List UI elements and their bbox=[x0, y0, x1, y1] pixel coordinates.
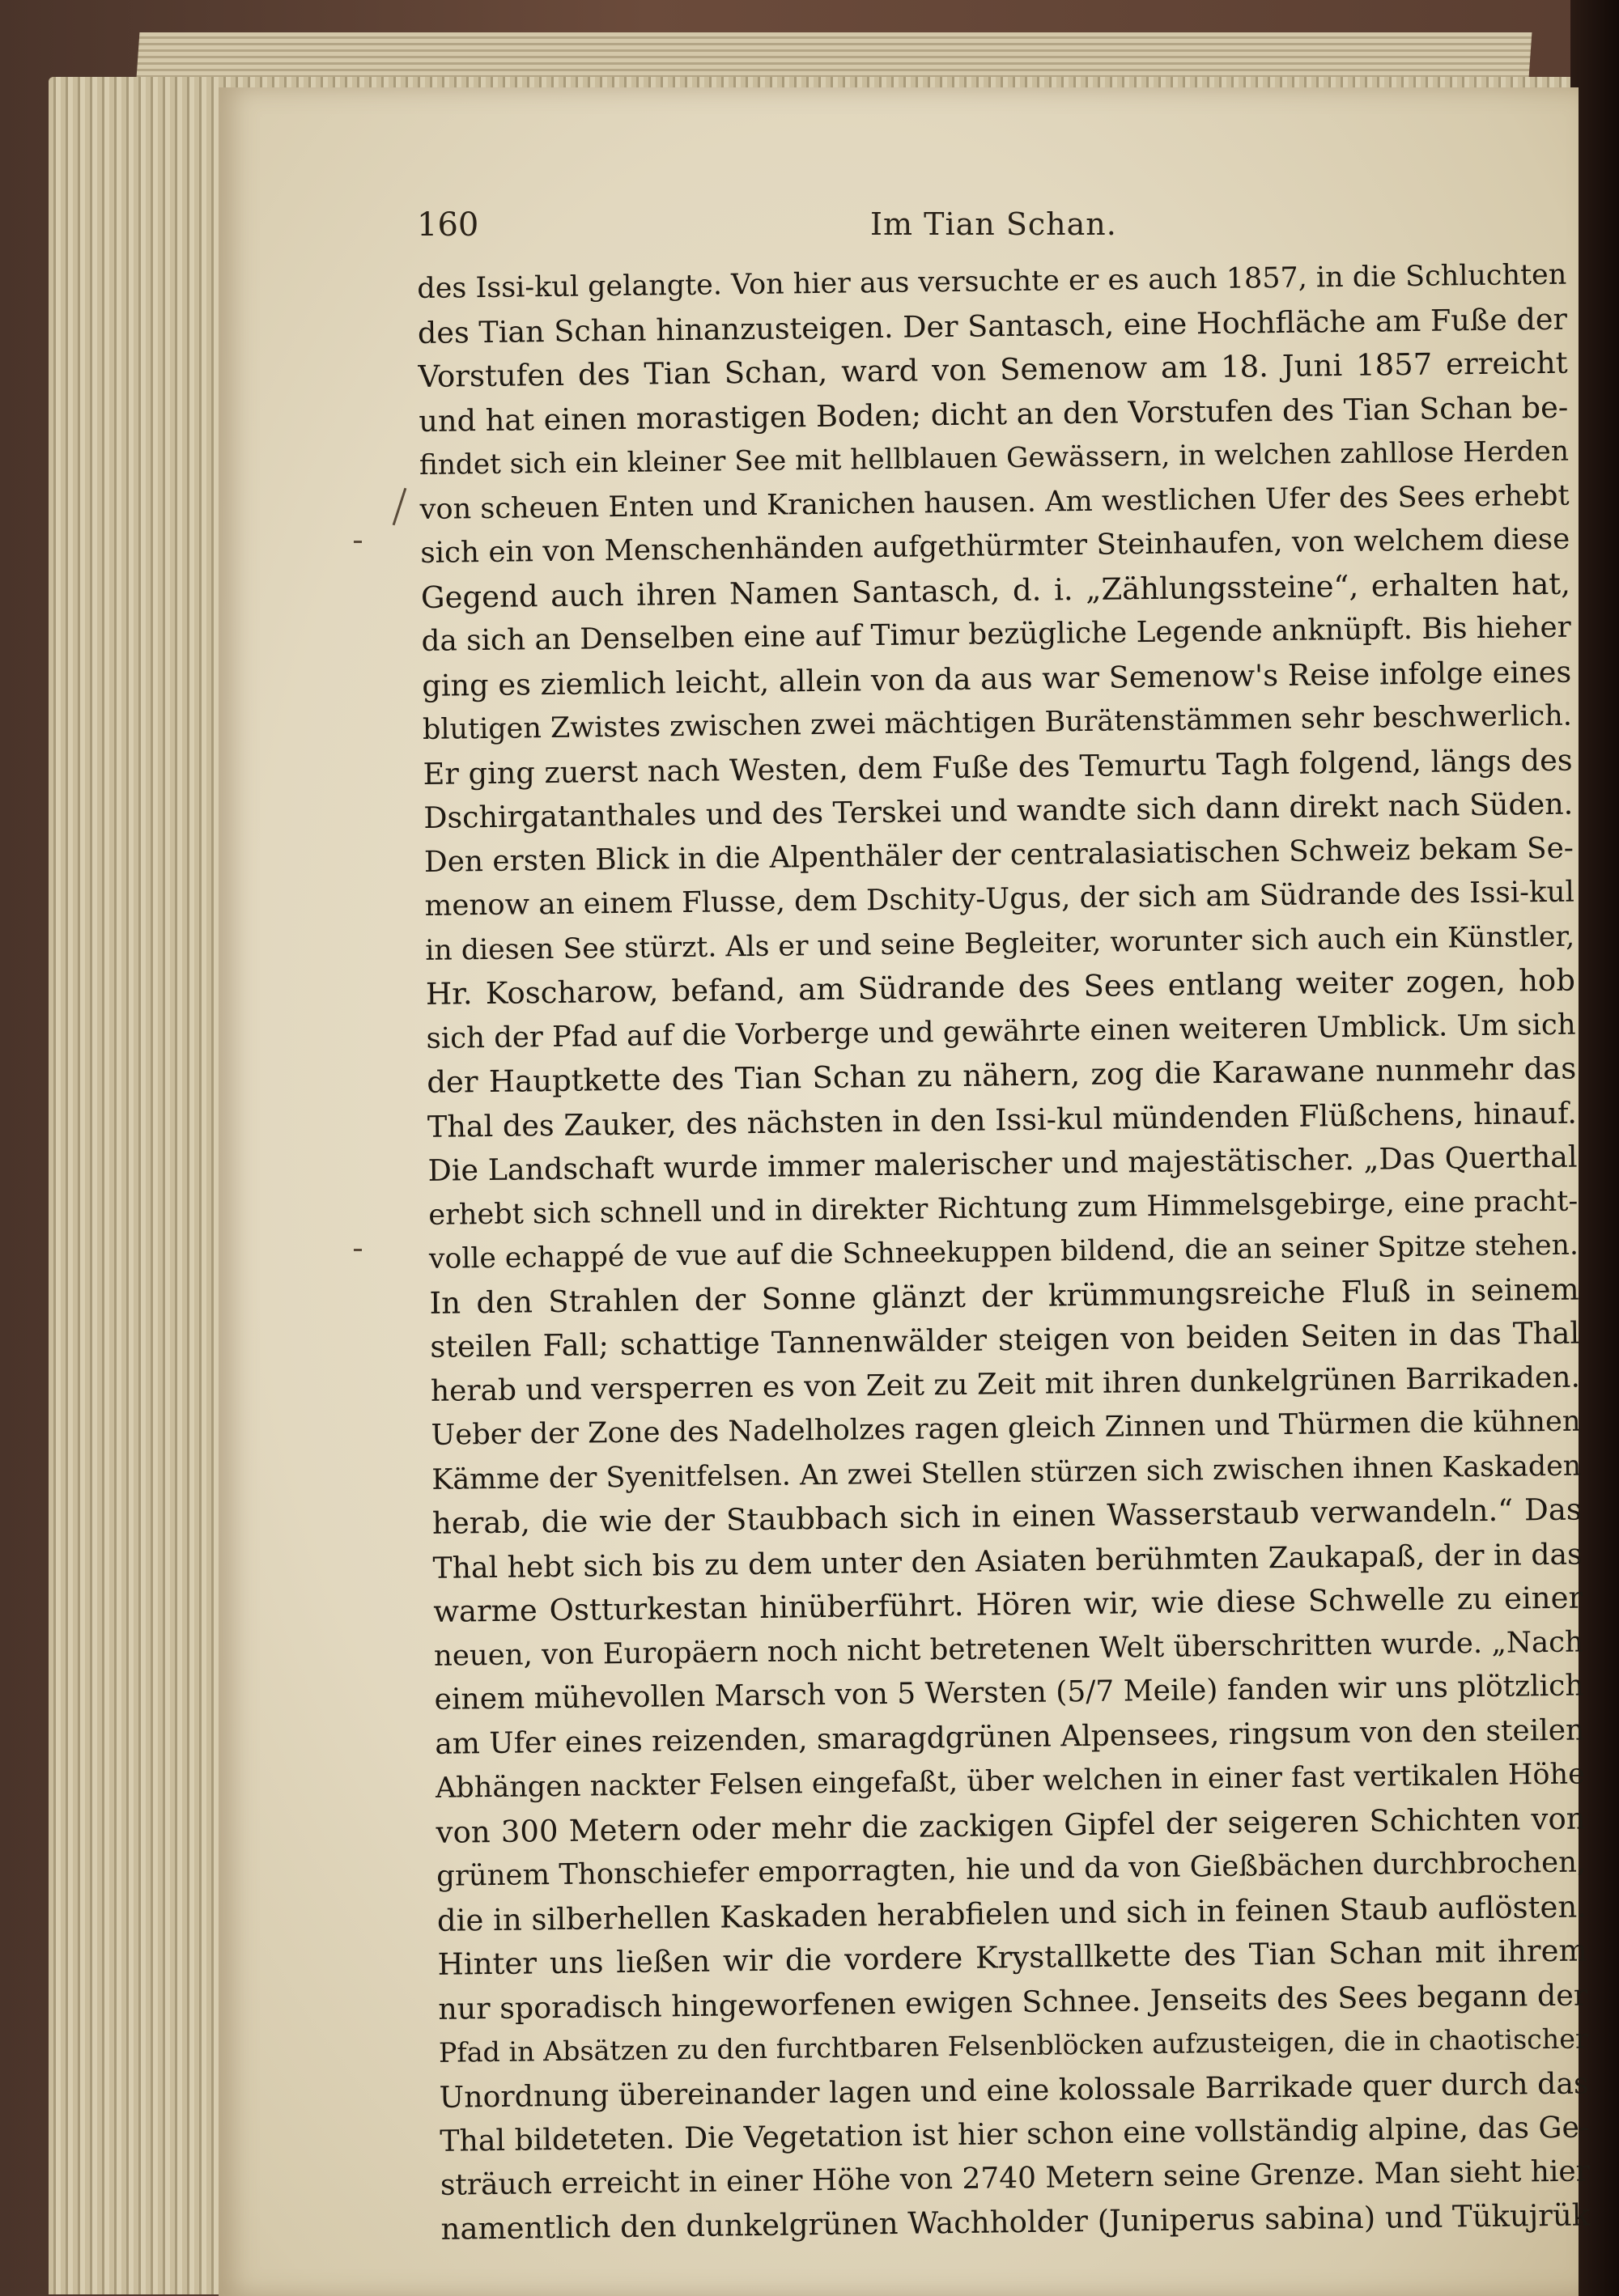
text-line: des Tian Schan hinanzusteigen. Der Santasch, eine Hochfläche am Fuße der bbox=[417, 301, 1568, 350]
text-line: am Ufer eines reizenden, smaragdgrünen Alpensees, ringsum von den steilen bbox=[435, 1713, 1585, 1761]
text-line: herab und versperren es von Zeit zu Zeit mit ihren dunkelgrünen Barrikaden. bbox=[430, 1360, 1581, 1408]
text-line: Vorstufen des Tian Schan, ward von Semenow am 18. Juni 1857 erreicht bbox=[418, 345, 1568, 394]
text-line: Thal bildeteten. Die Vegetation ist hier schon eine vollständig alpine, das Ge- bbox=[440, 2109, 1590, 2158]
text-line: Die Landschaft wurde immer malerischer und majestätischer. „Das Querthal bbox=[427, 1139, 1578, 1188]
margin-dash-mark bbox=[354, 541, 362, 543]
text-line: Abhängen nackter Felsen eingefaßt, über welchen in einer fast vertikalen Höhe bbox=[435, 1757, 1586, 1805]
text-line: Thal hebt sich bis zu dem unter den Asiaten berühmten Zaukapaß, der in das bbox=[432, 1536, 1583, 1585]
text-line: Pfad in Absätzen zu den furchtbaren Felsenblöcken aufzusteigen, die in chaotischer bbox=[438, 2022, 1589, 2069]
text-line: ging es ziemlich leicht, allein von da aus war Semenow's Reise infolge eines bbox=[422, 654, 1572, 703]
text-line: sträuch erreicht in einer Höhe von 2740 Metern seine Grenze. Man sieht hier bbox=[440, 2154, 1591, 2202]
text-line: menow an einem Flusse, dem Dschity-Ugus, der sich am Südrande des Issi-kul bbox=[424, 875, 1575, 923]
page-number: 160 bbox=[417, 206, 479, 244]
running-title: Im Tian Schan. bbox=[870, 206, 1117, 242]
text-line: steilen Fall; schattige Tannenwälder steigen von beiden Seiten in das Thal bbox=[430, 1315, 1580, 1364]
text-line: sich ein von Menschenhänden aufgethürmter Steinhaufen, von welchem diese bbox=[420, 522, 1570, 570]
text-line: warme Ostturkestan hinüberführt. Hören wir, wie diese Schwelle zu einer bbox=[433, 1580, 1583, 1629]
text-line: In den Strahlen der Sonne glänzt der krümmungsreiche Fluß in seinem bbox=[429, 1271, 1579, 1321]
text-line: Thal des Zauker, des nächsten in den Issi-kul mündenden Flüßchens, hinauf. bbox=[427, 1095, 1578, 1144]
text-line: Dschirgatanthales und des Terskei und wandte sich dann direkt nach Süden. bbox=[423, 786, 1574, 835]
text-line: Unordnung übereinander lagen und eine kolossale Barrikade quer durch das bbox=[439, 2065, 1589, 2115]
text-line: erhebt sich schnell und in direkter Richtung zum Himmelsgebirge, eine pracht- bbox=[428, 1184, 1579, 1232]
running-head bbox=[417, 206, 1469, 263]
body-text bbox=[417, 253, 1591, 2252]
text-line: blutigen Zwistes zwischen zwei mächtigen Burätenstämmen sehr beschwerlich. bbox=[422, 699, 1573, 746]
text-line: der Hauptkette des Tian Schan zu nähern, zog die Karawane nunmehr das bbox=[427, 1050, 1577, 1100]
text-line: namentlich den dunkelgrünen Wachholder (Juniperus sabina) und Tükujrük bbox=[440, 2197, 1591, 2247]
text-line: Hr. Koscharow, befand, am Südrande des Sees entlang weiter zogen, hob bbox=[425, 962, 1576, 1012]
text-line: von 300 Metern oder mehr die zackigen Gipfel der seigeren Schichten von bbox=[436, 1801, 1586, 1850]
text-line: volle echappé de vue auf die Schneekuppen bildend, die an seiner Spitze stehen. bbox=[428, 1229, 1579, 1275]
text-line: einem mühevollen Marsch von 5 Wersten (5/7 Meile) fanden wir uns plötzlich bbox=[434, 1669, 1584, 1717]
text-line: Hinter uns ließen wir die vordere Krystallkette des Tian Schan mit ihrem bbox=[437, 1933, 1587, 1982]
text-line: Kämme der Syenitfelsen. An zwei Stellen stürzen sich zwischen ihnen Kaskaden bbox=[431, 1449, 1582, 1496]
text-line: sich der Pfad auf die Vorberge und gewährte einen weiteren Umblick. Um sich bbox=[426, 1008, 1576, 1055]
text-line: von scheuen Enten und Kranichen hausen. Am westlichen Ufer des Sees erhebt bbox=[419, 478, 1570, 526]
text-line: des Issi-kul gelangte. Von hier aus versuchte er es auch 1857, in die Schluchten bbox=[417, 258, 1567, 305]
text-line: die in silberhellen Kaskaden herabfielen und sich in feinen Staub auflösten. bbox=[436, 1889, 1587, 1938]
text-line: herab, die wie der Staubbach sich in einen Wasserstaub verwandeln.“ Das bbox=[431, 1492, 1583, 1541]
text-line: Gegend auch ihren Namen Santasch, d. i. „Zählungssteine“, erhalten hat, bbox=[420, 566, 1571, 615]
text-line: Er ging zuerst nach Westen, dem Fuße des Temurtu Tagh folgend, längs des bbox=[423, 742, 1573, 792]
text-line: nur sporadisch hingeworfenen ewigen Schnee. Jenseits des Sees begann der bbox=[438, 1976, 1588, 2027]
margin-dash-mark bbox=[354, 1249, 362, 1251]
text-line: in diesen See stürzt. Als er und seine Begleiter, worunter sich auch ein Künstler, bbox=[425, 920, 1575, 967]
text-line: findet sich ein kleiner See mit hellblauen Gewässern, in welchen zahllose Herden bbox=[419, 435, 1570, 482]
text-line: Ueber der Zone des Nadelholzes ragen gleich Zinnen und Thürmen die kühnen bbox=[431, 1404, 1581, 1452]
text-line: neuen, von Europäern noch nicht betretenen Welt überschritten wurde. „Nach bbox=[433, 1625, 1584, 1673]
text-line: Den ersten Blick in die Alpenthäler der centralasiatischen Schweiz bekam Se- bbox=[423, 831, 1574, 879]
text-line: da sich an Denselben eine auf Timur bezügliche Legende anknüpft. Bis hieher bbox=[421, 610, 1571, 658]
text-line: und hat einen morastigen Boden; dicht an den Vorstufen des Tian Schan be- bbox=[419, 389, 1569, 439]
text-line: grünem Thonschiefer emporragten, hie und da von Gießbächen durchbrochen, bbox=[436, 1845, 1587, 1893]
